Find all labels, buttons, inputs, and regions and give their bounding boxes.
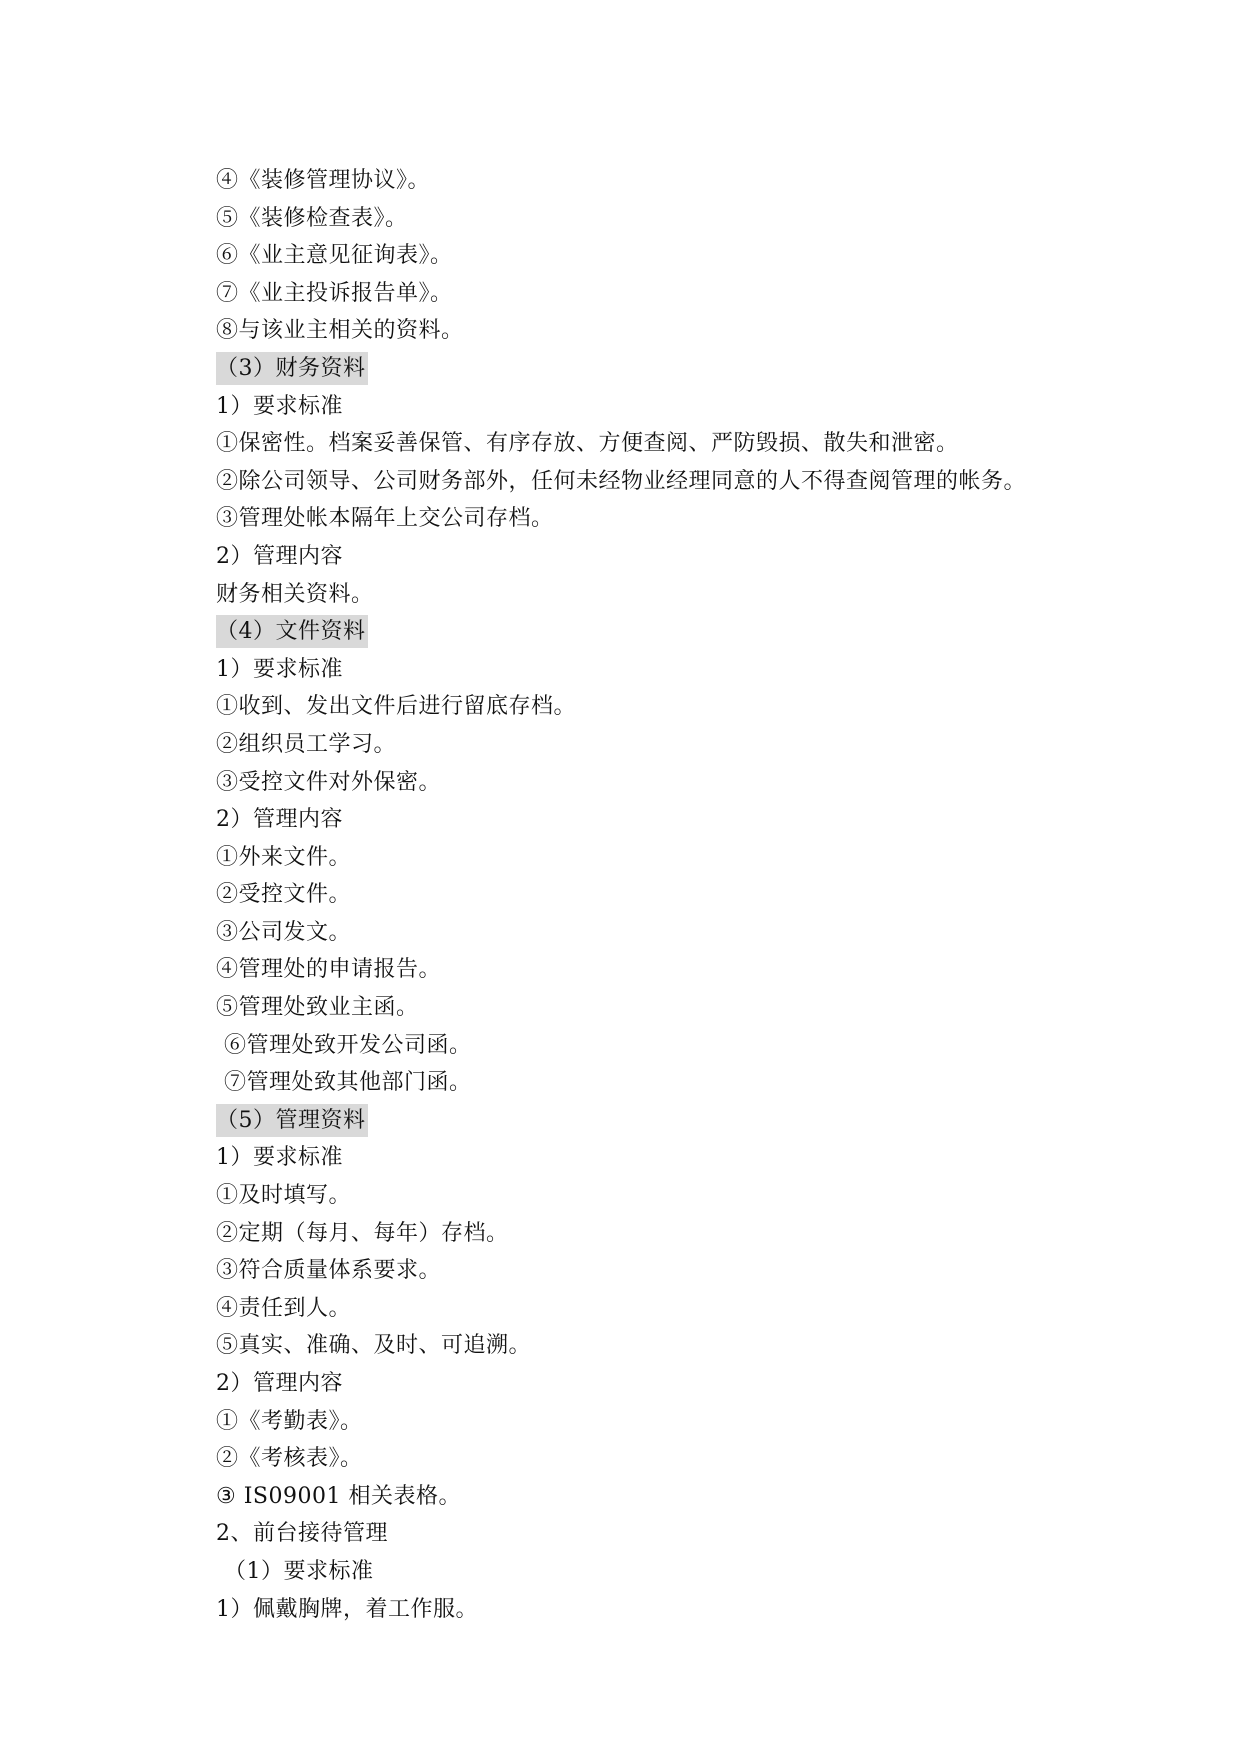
subsection-title: 1）要求标准: [216, 656, 343, 682]
list-item: ②除公司领导、公司财务部外，任何未经物业经理同意的人不得查阅管理的帐务。: [216, 468, 1027, 494]
list-item: ⑥管理处致开发公司函。: [224, 1032, 472, 1058]
document-body: [216, 162, 1196, 1628]
list-item: 1）佩戴胸牌，着工作服。: [216, 1596, 478, 1622]
section-heading-row: [216, 350, 1196, 388]
list-item: ⑦《业主投诉报告单》。: [216, 280, 453, 306]
section-heading-row: [216, 613, 1196, 651]
list-item: ④责任到人。: [216, 1295, 352, 1321]
list-item: ①外来文件。: [216, 844, 352, 870]
list-item: ①收到、发出文件后进行留底存档。: [216, 694, 577, 720]
list-item: ⑧与该业主相关的资料。: [216, 318, 464, 344]
list-item: ①保密性。档案妥善保管、有序存放、方便查阅、严防毁损、散失和泄密。: [216, 431, 959, 457]
section-heading-finance: （3）财务资料: [216, 352, 368, 385]
list-item: ①及时填写。: [216, 1183, 352, 1209]
list-item: ⑤真实、准确、及时、可追溯。: [216, 1333, 532, 1359]
list-item: ③管理处帐本隔年上交公司存档。: [216, 506, 554, 532]
subsection-title: 1）要求标准: [216, 1145, 343, 1171]
list-item: ⑥《业主意见征询表》。: [216, 243, 453, 269]
section-heading-management: （5）管理资料: [216, 1104, 368, 1137]
list-item: ②受控文件。: [216, 882, 352, 908]
section-heading-row: [216, 1102, 1196, 1140]
paragraph: 财务相关资料。: [216, 581, 374, 607]
list-item: ⑤《装修检查表》。: [216, 205, 408, 231]
list-item: ⑤管理处致业主函。: [216, 995, 419, 1021]
list-item: ⑦管理处致其他部门函。: [224, 1070, 472, 1096]
list-item: ③ IS09001 相关表格。: [216, 1483, 461, 1509]
list-item: ②《考核表》。: [216, 1446, 363, 1472]
subsection-title: 1）要求标准: [216, 393, 343, 419]
subsection-title: （1）要求标准: [224, 1558, 374, 1584]
section-title: 2、前台接待管理: [216, 1521, 388, 1547]
list-item: ④管理处的申请报告。: [216, 957, 442, 983]
subsection-title: 2）管理内容: [216, 807, 343, 833]
subsection-title: 2）管理内容: [216, 543, 343, 569]
list-item: ①《考勤表》。: [216, 1408, 363, 1434]
list-item: ③受控文件对外保密。: [216, 769, 442, 795]
list-item: ②定期（每月、每年）存档。: [216, 1220, 509, 1246]
list-item: ④《装修管理协议》。: [216, 168, 431, 193]
list-item: ③符合质量体系要求。: [216, 1258, 442, 1284]
list-item: ③公司发文。: [216, 919, 352, 945]
list-item: ②组织员工学习。: [216, 731, 397, 757]
subsection-title: 2）管理内容: [216, 1371, 343, 1396]
section-heading-documents: （4）文件资料: [216, 615, 368, 648]
